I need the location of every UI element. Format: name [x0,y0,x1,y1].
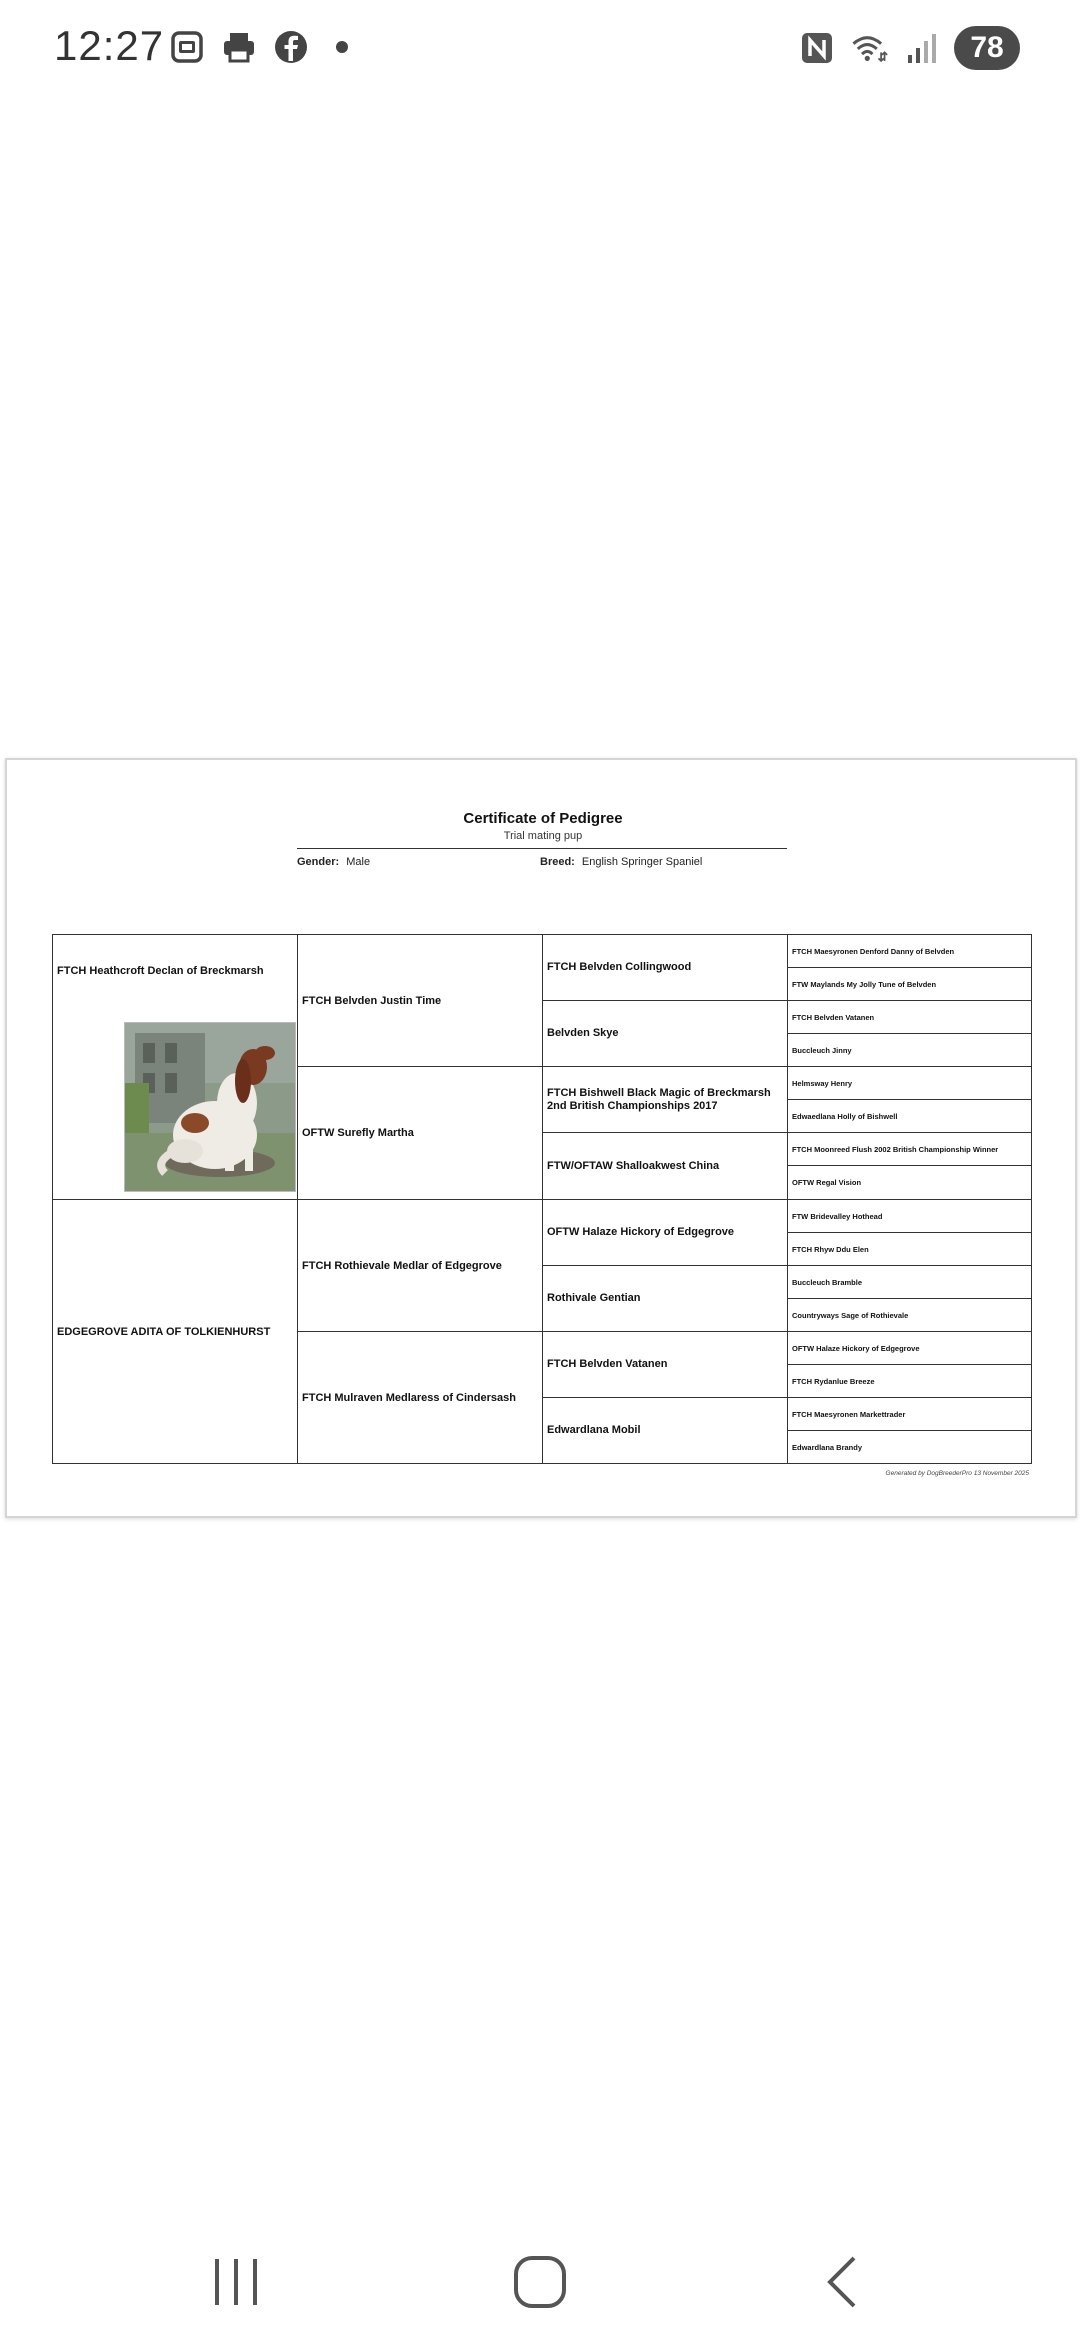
status-bar [0,0,1080,100]
recent-apps-icon [211,2255,261,2309]
print-icon [220,28,258,66]
gen4-cell [787,1265,1032,1299]
ancestor-name: FTCH Rydanlue Breeze [792,1376,875,1386]
header-divider [297,848,787,849]
gen4-cell [787,1165,1032,1200]
certificate-title: Certificate of Pedigree [463,810,623,827]
gen3-cell [542,1397,788,1464]
gen4-cell [787,1430,1032,1464]
gen4-cell [787,1000,1032,1034]
ancestor-name: FTCH Maesyronen Markettrader [792,1409,906,1419]
ancestor-name: FTCH Bishwell Black Magic of Breckmarsh 2nd British Championships 2017 [547,1086,771,1112]
gen4-cell [787,1232,1032,1266]
ancestor-name: FTW Bridevalley Hothead [792,1211,883,1221]
ancestor-name: FTCH Mulraven Medlaress of Cindersash [302,1391,516,1404]
ancestor-name: FTCH Moonreed Flush 2002 British Championship Winner [792,1144,999,1154]
breed-value: English Springer Spaniel [581,856,703,868]
gen3-cell [542,1066,788,1133]
ancestor-name: FTCH Belvden Collingwood [547,961,692,973]
gen3-cell [542,1000,788,1067]
sire-name: FTCH Heathcroft Declan of Breckmarsh [57,965,264,977]
ancestor-name: Edwardlana Mobil [547,1424,641,1436]
battery-level: 78 [970,31,1004,64]
ancestor-name: Belvden Skye [547,1027,619,1039]
battery-icon [954,26,1020,70]
notification-icons [168,28,348,66]
gen4-cell [787,1033,1032,1067]
ancestor-name: FTW Maylands My Jolly Tune of Belvden [792,979,937,989]
gen2-cell [297,1066,543,1200]
gender-field [297,856,370,868]
nfc-icon [798,29,836,67]
gen4-cell [787,1132,1032,1166]
facebook-icon [272,28,310,66]
gen3-cell [542,1199,788,1266]
dam-name: EDGEGROVE ADITA OF TOLKIENHURST [57,1325,271,1338]
generated-by-note: Generated by DogBreederPro 13 November 2025 [885,1470,1029,1477]
ancestor-name: FTW/OFTAW Shalloakwest China [547,1159,720,1172]
ancestor-name: FTCH Belvden Justin Time [302,994,442,1007]
back-button[interactable] [802,2242,882,2322]
ancestor-name: OFTW Halaze Hickory of Edgegrove [792,1343,920,1353]
gen4-cell [787,1099,1032,1133]
home-icon [512,2254,568,2310]
gen4-cell [787,1066,1032,1100]
wifi-icon [850,29,888,67]
ancestor-name: FTCH Maesyronen Denford Danny of Belvden [792,946,955,956]
notification-dot-icon [336,41,348,53]
gen4-cell [787,934,1032,968]
gen2-cell [297,934,543,1067]
navigation-bar [0,2220,1080,2340]
ancestor-name: FTCH Rothievale Medlar of Edgegrove [302,1259,502,1272]
gen4-cell [787,967,1032,1001]
ancestor-name: FTCH Belvden Vatanen [792,1012,875,1022]
gen3-cell [542,934,788,1001]
ancestor-name: Rothivale Gentian [547,1292,641,1304]
ancestor-name: OFTW Regal Vision [792,1178,862,1187]
breed-label: Breed: [540,856,575,868]
ancestor-name: OFTW Halaze Hickory of Edgegrove [547,1226,735,1238]
dam-cell [52,1199,298,1464]
gen2-cell [297,1331,543,1464]
gen4-cell [787,1199,1032,1233]
gen4-cell [787,1331,1032,1365]
gen4-cell [787,1298,1032,1332]
back-icon [822,2254,862,2310]
home-button[interactable] [500,2242,580,2322]
recent-apps-button[interactable] [196,2242,276,2322]
screenshot-icon [168,28,206,66]
gen2-cell [297,1199,543,1332]
ancestor-name: Edwaedlana Holly of Bishwell [792,1111,898,1121]
ancestor-name: Helmsway Henry [792,1078,853,1088]
dog-photo [124,1022,296,1192]
gen4-cell [787,1364,1032,1398]
ancestor-name: FTCH Belvden Vatanen [547,1358,668,1370]
ancestor-name: Edwardlana Brandy [792,1442,863,1452]
ancestor-name: FTCH Rhyw Ddu Elen [792,1244,869,1254]
ancestor-name: OFTW Surefly Martha [302,1127,414,1139]
signal-icon [902,29,940,67]
certificate-subtitle: Trial mating pup [503,830,583,842]
certificate-header [7,810,1079,842]
ancestor-name: Buccleuch Bramble [792,1277,863,1287]
breed-field [540,856,702,868]
ancestor-name: Countryways Sage of Rothievale [792,1310,909,1320]
gen4-cell [787,1397,1032,1431]
pedigree-table [52,934,1032,1464]
ancestor-name: Buccleuch Jinny [792,1045,852,1055]
system-icons [798,26,1020,70]
pedigree-document [5,758,1077,1518]
status-time: 12:27 [54,22,165,69]
gen3-cell [542,1132,788,1200]
gen3-cell [542,1265,788,1332]
gen3-cell [542,1331,788,1398]
gender-label: Gender: [297,856,340,868]
gender-value: Male [346,856,371,868]
